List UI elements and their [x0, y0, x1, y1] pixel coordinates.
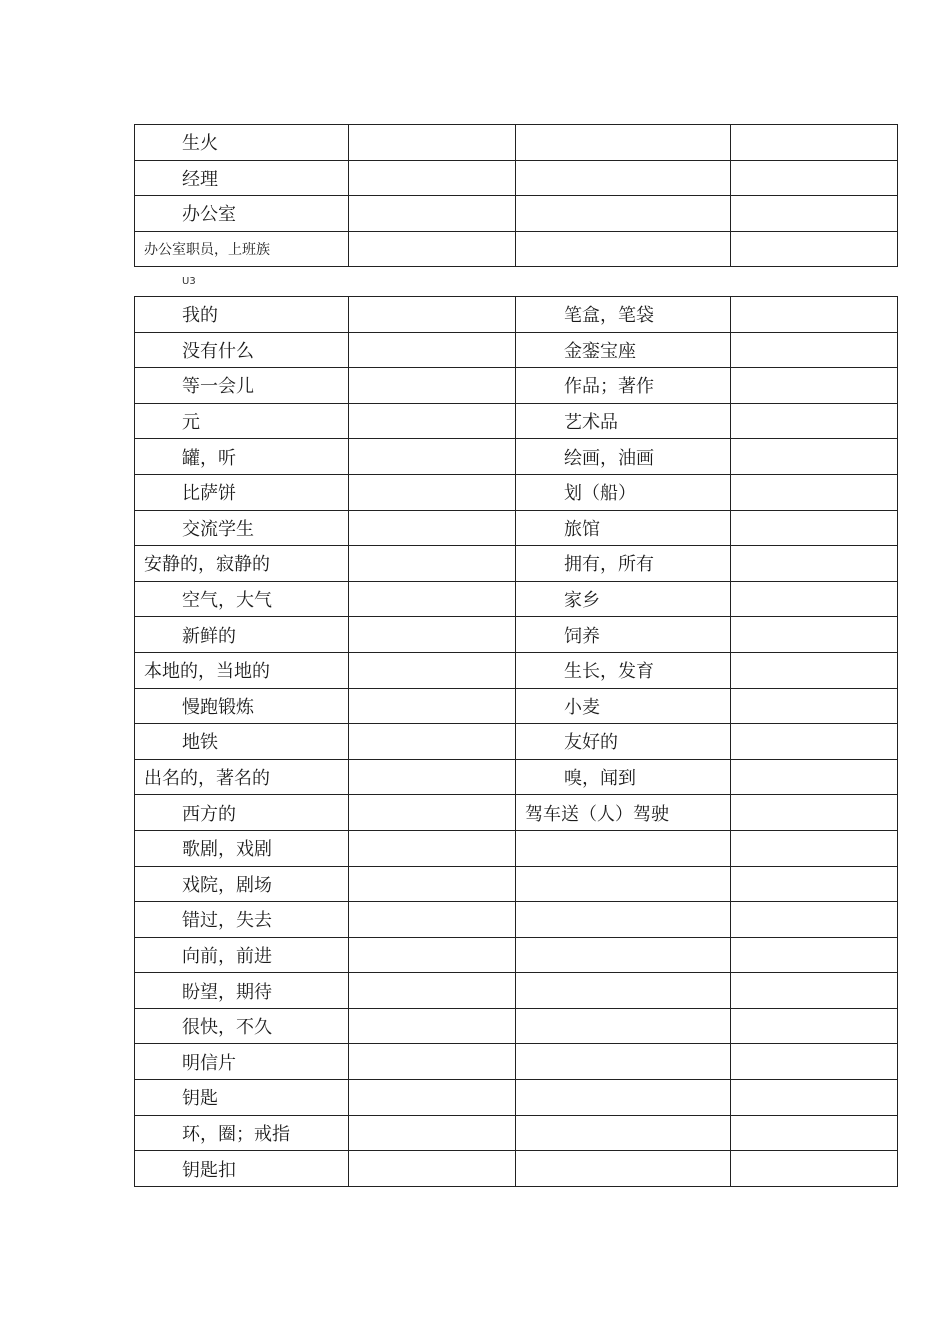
answer-cell[interactable] — [349, 403, 516, 439]
table-row — [135, 973, 898, 1009]
term-cell — [516, 1008, 731, 1044]
table-row — [135, 125, 898, 161]
vocab-table-2 — [134, 296, 898, 1187]
term-cell: 等一会儿 — [135, 368, 349, 404]
answer-cell[interactable] — [731, 973, 898, 1009]
answer-cell[interactable] — [731, 1151, 898, 1187]
term-cell: 生火 — [135, 125, 349, 161]
answer-cell[interactable] — [349, 439, 516, 475]
term-cell: 空气，大气 — [135, 581, 349, 617]
table-row — [135, 546, 898, 582]
answer-cell[interactable] — [349, 1044, 516, 1080]
term-cell: 办公室职员，上班族 — [135, 231, 349, 267]
term-cell: 盼望，期待 — [135, 973, 349, 1009]
term-cell: 小麦 — [516, 688, 731, 724]
term-cell: 西方的 — [135, 795, 349, 831]
answer-cell[interactable] — [349, 231, 516, 267]
term-cell: 戏院，剧场 — [135, 866, 349, 902]
term-cell: 饲养 — [516, 617, 731, 653]
answer-cell[interactable] — [731, 474, 898, 510]
answer-cell[interactable] — [349, 830, 516, 866]
table-row — [135, 759, 898, 795]
term-cell: 钥匙 — [135, 1080, 349, 1116]
answer-cell[interactable] — [349, 368, 516, 404]
answer-cell[interactable] — [349, 474, 516, 510]
answer-cell[interactable] — [349, 581, 516, 617]
answer-cell[interactable] — [731, 439, 898, 475]
table-row — [135, 581, 898, 617]
answer-cell[interactable] — [731, 1044, 898, 1080]
answer-cell[interactable] — [731, 125, 898, 161]
term-cell — [516, 1115, 731, 1151]
term-cell: 出名的，著名的 — [135, 759, 349, 795]
term-cell — [516, 902, 731, 938]
term-cell: 经理 — [135, 160, 349, 196]
term-cell — [516, 1151, 731, 1187]
term-cell: 艺术品 — [516, 403, 731, 439]
term-cell: 嗅，闻到 — [516, 759, 731, 795]
table-row — [135, 403, 898, 439]
table-row — [135, 1151, 898, 1187]
vocab-table-2-body — [135, 297, 898, 1187]
table-row — [135, 830, 898, 866]
table-row — [135, 866, 898, 902]
term-cell: 歌剧，戏剧 — [135, 830, 349, 866]
answer-cell[interactable] — [731, 830, 898, 866]
answer-cell[interactable] — [731, 231, 898, 267]
term-cell: 钥匙扣 — [135, 1151, 349, 1187]
table-row — [135, 231, 898, 267]
vocab-table-1 — [134, 124, 898, 267]
answer-cell[interactable] — [349, 1008, 516, 1044]
term-cell: 笔盒，笔袋 — [516, 297, 731, 333]
answer-cell[interactable] — [349, 937, 516, 973]
table-row — [135, 1008, 898, 1044]
answer-cell[interactable] — [731, 724, 898, 760]
term-cell — [516, 866, 731, 902]
term-cell — [516, 160, 731, 196]
term-cell: 明信片 — [135, 1044, 349, 1080]
answer-cell[interactable] — [349, 759, 516, 795]
term-cell — [516, 1080, 731, 1116]
answer-cell[interactable] — [731, 403, 898, 439]
term-cell: 安静的，寂静的 — [135, 546, 349, 582]
table-row — [135, 160, 898, 196]
table-row — [135, 1044, 898, 1080]
table-row — [135, 297, 898, 333]
table-row — [135, 1080, 898, 1116]
term-cell: 我的 — [135, 297, 349, 333]
term-cell — [516, 196, 731, 232]
answer-cell[interactable] — [731, 688, 898, 724]
answer-cell[interactable] — [349, 795, 516, 831]
table-row — [135, 795, 898, 831]
term-cell: 环，圈；戒指 — [135, 1115, 349, 1151]
answer-cell[interactable] — [731, 652, 898, 688]
term-cell: 生长，发育 — [516, 652, 731, 688]
answer-cell[interactable] — [349, 196, 516, 232]
term-cell: 错过，失去 — [135, 902, 349, 938]
answer-cell[interactable] — [731, 617, 898, 653]
answer-cell[interactable] — [731, 196, 898, 232]
term-cell: 旅馆 — [516, 510, 731, 546]
term-cell: 很快，不久 — [135, 1008, 349, 1044]
term-cell: 办公室 — [135, 196, 349, 232]
term-cell: 比萨饼 — [135, 474, 349, 510]
answer-cell[interactable] — [731, 937, 898, 973]
answer-cell[interactable] — [731, 1080, 898, 1116]
term-cell — [516, 231, 731, 267]
term-cell: 驾车送（人）驾驶 — [516, 795, 731, 831]
term-cell: 地铁 — [135, 724, 349, 760]
answer-cell[interactable] — [349, 546, 516, 582]
table-row — [135, 510, 898, 546]
answer-cell[interactable] — [349, 332, 516, 368]
answer-cell[interactable] — [349, 866, 516, 902]
table-row — [135, 332, 898, 368]
term-cell: 交流学生 — [135, 510, 349, 546]
table-row — [135, 688, 898, 724]
term-cell: 元 — [135, 403, 349, 439]
answer-cell[interactable] — [731, 795, 898, 831]
answer-cell[interactable] — [349, 688, 516, 724]
answer-cell[interactable] — [731, 368, 898, 404]
answer-cell[interactable] — [349, 297, 516, 333]
term-cell: 罐，听 — [135, 439, 349, 475]
term-cell — [516, 937, 731, 973]
answer-cell[interactable] — [349, 902, 516, 938]
answer-cell[interactable] — [349, 1115, 516, 1151]
table-row — [135, 937, 898, 973]
term-cell — [516, 973, 731, 1009]
term-cell — [516, 1044, 731, 1080]
term-cell: 绘画，油画 — [516, 439, 731, 475]
answer-cell[interactable] — [349, 1080, 516, 1116]
answer-cell[interactable] — [349, 973, 516, 1009]
term-cell: 友好的 — [516, 724, 731, 760]
answer-cell[interactable] — [731, 581, 898, 617]
answer-cell[interactable] — [349, 1151, 516, 1187]
term-cell: 慢跑锻炼 — [135, 688, 349, 724]
table-row — [135, 1115, 898, 1151]
term-cell: 金銮宝座 — [516, 332, 731, 368]
term-cell: 向前，前进 — [135, 937, 349, 973]
answer-cell[interactable] — [731, 866, 898, 902]
term-cell — [516, 830, 731, 866]
answer-cell[interactable] — [731, 546, 898, 582]
answer-cell[interactable] — [349, 724, 516, 760]
table-row — [135, 902, 898, 938]
answer-cell[interactable] — [349, 125, 516, 161]
table-row — [135, 474, 898, 510]
answer-cell[interactable] — [349, 652, 516, 688]
table-row — [135, 368, 898, 404]
answer-cell[interactable] — [731, 160, 898, 196]
answer-cell[interactable] — [731, 332, 898, 368]
vocab-table-1-body — [135, 125, 898, 267]
term-cell: 本地的，当地的 — [135, 652, 349, 688]
term-cell: 新鲜的 — [135, 617, 349, 653]
term-cell: 家乡 — [516, 581, 731, 617]
term-cell: 作品；著作 — [516, 368, 731, 404]
section-label: U3 — [182, 276, 196, 287]
answer-cell[interactable] — [349, 510, 516, 546]
answer-cell[interactable] — [731, 510, 898, 546]
answer-cell[interactable] — [731, 902, 898, 938]
term-cell: 没有什么 — [135, 332, 349, 368]
table-row — [135, 652, 898, 688]
term-cell: 拥有，所有 — [516, 546, 731, 582]
table-row — [135, 439, 898, 475]
term-cell — [516, 125, 731, 161]
answer-cell[interactable] — [731, 759, 898, 795]
answer-cell[interactable] — [731, 1008, 898, 1044]
term-cell: 划（船） — [516, 474, 731, 510]
table-row — [135, 617, 898, 653]
answer-cell[interactable] — [731, 1115, 898, 1151]
table-row — [135, 724, 898, 760]
table-row — [135, 196, 898, 232]
answer-cell[interactable] — [349, 160, 516, 196]
answer-cell[interactable] — [349, 617, 516, 653]
answer-cell[interactable] — [731, 297, 898, 333]
